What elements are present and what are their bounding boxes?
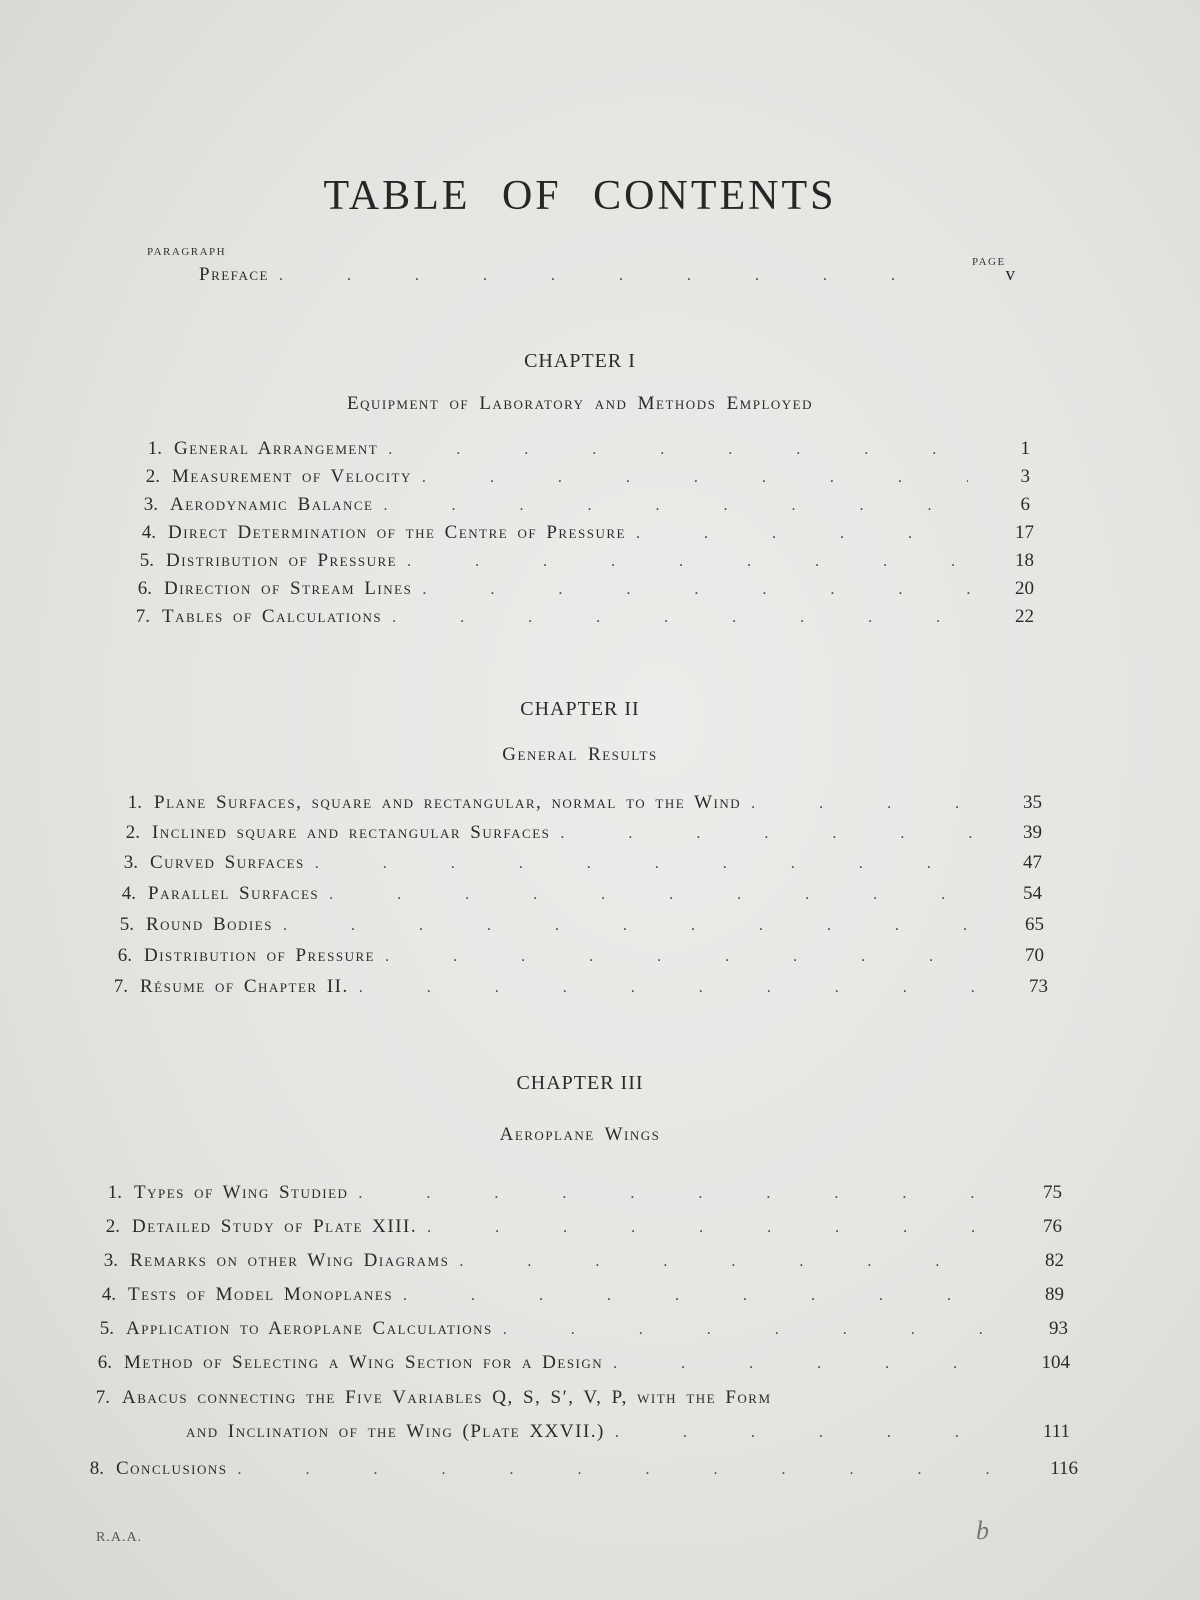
toc-entry-page: 6: [1020, 494, 1030, 515]
toc-entry: [70, 1318, 1068, 1346]
leader-dots: [385, 948, 982, 966]
toc-entry-page: 116: [1050, 1458, 1078, 1479]
toc-entry: [116, 466, 1030, 494]
chapter-subtitle: Equipment of Laboratory and Methods Employed: [346, 393, 814, 414]
toc-entry-page: 82: [1045, 1250, 1064, 1271]
toc-entry-number: 6.: [117, 945, 132, 966]
toc-entry-number: 4.: [101, 1284, 116, 1305]
toc-entry-page: 18: [1015, 550, 1034, 571]
toc-entry-label: Résume of Chapter II.: [140, 976, 349, 997]
toc-entry: [94, 852, 1042, 880]
toc-entry-label: Plane Surfaces, square and rectangular, normal to the Wind: [154, 792, 742, 813]
toc-entry-label: General Arrangement: [174, 438, 379, 459]
toc-entry-number: 5.: [119, 914, 134, 935]
leader-dots: [503, 1321, 1006, 1339]
toc-entry-page: 39: [1023, 822, 1042, 843]
toc-entry-page: 111: [1042, 1421, 1070, 1442]
leader-dots: [615, 1424, 1008, 1442]
toc-entry-page: 22: [1015, 606, 1034, 627]
toc-entry-number: 5.: [99, 1318, 114, 1339]
toc-entry-label: Types of Wing Studied: [134, 1182, 349, 1203]
toc-entry: [112, 522, 1034, 550]
toc-entry-label: Round Bodies: [146, 914, 273, 935]
leader-dots: [613, 1355, 1008, 1373]
toc-entry-page: 104: [1041, 1352, 1070, 1373]
leader-dots: [392, 609, 972, 627]
signature-mark: b: [976, 1516, 989, 1545]
toc-entry-page: 89: [1045, 1284, 1064, 1305]
toc-entry-label: Distribution of Pressure: [144, 945, 376, 966]
toc-entry-label: Measurement of Velocity: [172, 466, 412, 487]
toc-entry-page: 76: [1043, 1216, 1062, 1237]
toc-entry-label: Direction of Stream Lines: [164, 578, 413, 599]
toc-entry-label: Inclined square and rectangular Surfaces: [152, 822, 551, 843]
toc-entry-label: Distribution of Pressure: [166, 550, 398, 571]
leader-dots: [751, 795, 980, 813]
page-title: TABLE OF CONTENTS: [323, 173, 837, 219]
toc-entry-label: Aerodynamic Balance: [170, 494, 374, 515]
toc-entry: [96, 822, 1042, 850]
toc-entry-page: 70: [1025, 945, 1044, 966]
paragraph-column-header: PARAGRAPH: [147, 246, 227, 258]
toc-entry-page: 73: [1029, 976, 1048, 997]
toc-entry-label: Detailed Study of Plate XIII.: [132, 1216, 418, 1237]
toc-entry-preface: [155, 264, 1015, 292]
page-column-header: PAGE: [972, 256, 1006, 268]
toc-entry-label: Direct Determination of the Centre of Pressure: [168, 522, 626, 543]
toc-entry-number: 4.: [141, 522, 156, 543]
toc-entry: [114, 494, 1030, 522]
toc-entry-number: 2.: [145, 466, 160, 487]
toc-entry: [76, 1216, 1062, 1244]
toc-entry: [84, 976, 1048, 1004]
toc-entry-number: 6.: [97, 1352, 112, 1373]
toc-entry-page: 1: [1020, 438, 1030, 459]
toc-entry-label: Conclusions: [116, 1458, 228, 1479]
toc-entry-label: Tests of Model Monoplanes: [128, 1284, 394, 1305]
toc-entry-page: 3: [1020, 466, 1030, 487]
toc-entry: [118, 438, 1030, 466]
leader-dots: [422, 469, 968, 487]
leader-dots: [459, 1253, 1002, 1271]
toc-entry: [98, 792, 1042, 820]
toc-entry-label: Curved Surfaces: [150, 852, 305, 873]
toc-entry-label-continuation: and Inclination of the Wing (Plate XXVII.): [186, 1421, 605, 1442]
leader-dots: [358, 1185, 1000, 1203]
toc-entry-number: 7.: [135, 606, 150, 627]
toc-entry-page: 17: [1015, 522, 1034, 543]
toc-entry: [60, 1458, 1078, 1486]
toc-entry-label: Tables of Calculations: [162, 606, 383, 627]
toc-entry-number: 8.: [89, 1458, 104, 1479]
toc-entry-number: 2.: [105, 1216, 120, 1237]
toc-entry-page: 20: [1015, 578, 1034, 599]
toc-entry: [68, 1352, 1070, 1380]
toc-entry: [106, 606, 1034, 634]
toc-entry-label: Parallel Surfaces: [148, 883, 320, 904]
toc-entry-number: 5.: [139, 550, 154, 571]
toc-entry-number: 7.: [113, 976, 128, 997]
toc-entry: [90, 914, 1044, 942]
toc-entry-number: 3.: [143, 494, 158, 515]
toc-entry-number: 6.: [137, 578, 152, 599]
leader-dots: [238, 1461, 1016, 1479]
leader-dots: [407, 553, 972, 571]
toc-entry-label: Method of Selecting a Wing Section for a Design: [124, 1352, 604, 1373]
toc-entry-multiline: [66, 1387, 772, 1409]
leader-dots: [427, 1219, 1000, 1237]
toc-entry-number: 7.: [95, 1387, 110, 1408]
toc-entry-number: 1.: [127, 792, 142, 813]
leader-dots: [403, 1287, 1002, 1305]
leader-dots: [329, 886, 980, 904]
toc-entry-page: 75: [1043, 1182, 1062, 1203]
leader-dots: [279, 267, 953, 285]
toc-entry-label: Abacus connecting the Five Variables Q, S, S′, V, P, with the Form: [122, 1387, 772, 1408]
toc-entry-number: 1.: [107, 1182, 122, 1203]
leader-dots: [422, 581, 972, 599]
leader-dots: [315, 855, 980, 873]
toc-entry: [78, 1182, 1062, 1210]
leader-dots: [359, 979, 986, 997]
chapter-subtitle: General Results: [502, 744, 658, 765]
toc-entry: [74, 1250, 1064, 1278]
leader-dots: [560, 825, 980, 843]
toc-entry-page: 93: [1049, 1318, 1068, 1339]
toc-entry-label: Preface: [199, 264, 269, 285]
leader-dots: [283, 917, 982, 935]
toc-entry-page: 35: [1023, 792, 1042, 813]
leader-dots: [388, 441, 968, 459]
toc-entry-label: Remarks on other Wing Diagrams: [130, 1250, 450, 1271]
toc-entry-number: 4.: [121, 883, 136, 904]
toc-entry: [110, 550, 1034, 578]
printer-signature: R.A.A.: [96, 1530, 143, 1545]
toc-entry: [72, 1284, 1064, 1312]
toc-entry-page: v: [1005, 264, 1015, 285]
toc-entry: [88, 945, 1044, 973]
chapter-heading: CHAPTER III: [516, 1072, 644, 1094]
chapter-heading: CHAPTER I: [524, 350, 636, 372]
toc-entry-number: 3.: [103, 1250, 118, 1271]
toc-entry-label: Application to Aeroplane Calculations: [126, 1318, 493, 1339]
toc-entry-number: 2.: [125, 822, 140, 843]
toc-entry-page: 47: [1023, 852, 1042, 873]
chapter-heading: CHAPTER II: [520, 698, 640, 720]
toc-entry-page: 65: [1025, 914, 1044, 935]
leader-dots: [383, 497, 968, 515]
leader-dots: [636, 525, 972, 543]
toc-entry: [92, 883, 1042, 911]
toc-entry-continuation: [130, 1421, 1070, 1449]
toc-entry: [108, 578, 1034, 606]
toc-entry-page: 54: [1023, 883, 1042, 904]
chapter-subtitle: Aeroplane Wings: [499, 1124, 661, 1145]
toc-entry-number: 1.: [147, 438, 162, 459]
toc-entry-number: 3.: [123, 852, 138, 873]
